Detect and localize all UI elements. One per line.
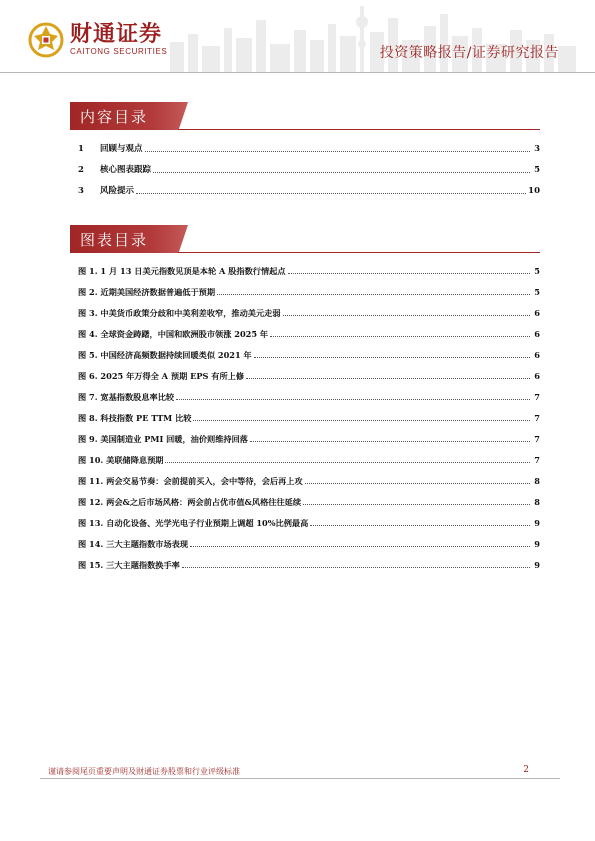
figure-entry-label: 图 5. 中国经济高频数据持续回暖类似 2021 年 xyxy=(78,350,252,360)
figure-entry[interactable] xyxy=(78,368,540,382)
dot-leader xyxy=(217,293,530,295)
figure-entry-label: 图 11. 两会交易节奏：会前提前买入，会中等待，会后再上攻 xyxy=(78,476,303,486)
figure-entry[interactable] xyxy=(78,389,540,403)
contents-section-header xyxy=(70,102,540,130)
figure-entry-label: 图 14. 三大主题指数市场表现 xyxy=(78,539,189,549)
figure-entry-page: 7 xyxy=(534,434,540,444)
dot-leader xyxy=(254,356,530,358)
figure-entry-page: 7 xyxy=(534,413,540,423)
dot-leader xyxy=(145,150,530,152)
dot-leader xyxy=(193,419,530,421)
figure-entry[interactable] xyxy=(78,557,540,571)
section-underline xyxy=(178,129,540,130)
toc-entry-number: 3 xyxy=(78,186,84,196)
dot-leader xyxy=(250,440,530,442)
company-logo xyxy=(28,22,167,58)
dot-leader xyxy=(310,524,530,526)
figure-entry-label: 图 15. 三大主题指数换手率 xyxy=(78,560,180,570)
dot-leader xyxy=(288,272,530,274)
figure-entry[interactable] xyxy=(78,473,540,487)
figure-entry-page: 6 xyxy=(534,329,540,339)
section-underline xyxy=(178,252,540,253)
dot-leader xyxy=(270,335,530,337)
header-divider xyxy=(0,72,595,73)
dot-leader xyxy=(246,377,530,379)
footer-divider xyxy=(40,778,560,779)
figure-entry-page: 6 xyxy=(534,308,540,318)
footer-disclaimer: 谨请参阅尾页重要声明及财通证券股票和行业评级标准 xyxy=(48,767,240,776)
figure-entry-label: 图 9. 美国制造业 PMI 回暖，油价则维持回落 xyxy=(78,434,248,444)
figure-entry-page: 9 xyxy=(534,560,540,570)
toc-entry-number: 1 xyxy=(78,144,84,154)
figure-entry-label: 图 2. 近期美国经济数据普遍低于预期 xyxy=(78,287,216,297)
page-number: 2 xyxy=(523,765,529,775)
logo-chinese-name: 财通证券 xyxy=(70,22,163,47)
figure-entry[interactable] xyxy=(78,347,540,361)
figure-entry-label: 图 6. 2025 年万得全 A 预期 EPS 有所上修 xyxy=(78,371,245,381)
figure-entry-page: 5 xyxy=(534,266,540,276)
figure-entry-label: 图 13. 自动化设备、光学光电子行业预期上调超 10%比例最高 xyxy=(78,518,309,528)
dot-leader xyxy=(182,566,530,568)
logo-coin-icon xyxy=(28,22,64,58)
figures-section-header xyxy=(70,225,540,253)
toc-entry-page: 10 xyxy=(528,186,540,196)
figure-entry[interactable] xyxy=(78,452,540,466)
dot-leader xyxy=(153,171,530,173)
figure-entry-label: 图 3. 中美货币政策分歧和中美利差收窄，推动美元走弱 xyxy=(78,308,281,318)
figure-entry-page: 9 xyxy=(534,539,540,549)
dot-leader xyxy=(176,398,530,400)
figure-entry-page: 6 xyxy=(534,371,540,381)
toc-entry-number: 2 xyxy=(78,165,84,175)
toc-entry[interactable] xyxy=(78,141,540,155)
report-type-label: 投资策略报告/证券研究报告 xyxy=(379,45,559,61)
toc-entry-label: 风险提示 xyxy=(100,186,135,196)
figure-entry-page: 7 xyxy=(534,392,540,402)
toc-entry-label: 核心图表跟踪 xyxy=(100,165,152,175)
dot-leader xyxy=(303,503,530,505)
page-header xyxy=(0,0,595,72)
figure-entry-label: 图 1. 1 月 13 日美元指数见顶是本轮 A 股指数行情起点 xyxy=(78,266,286,276)
figure-entry[interactable] xyxy=(78,326,540,340)
figure-entry-label: 图 12. 两会&之后市场风格：两会前占优市值&风格往往延续 xyxy=(78,497,302,507)
toc-entry-label: 回顾与观点 xyxy=(100,144,143,154)
toc-entry[interactable] xyxy=(78,183,540,197)
figure-entry-page: 6 xyxy=(534,350,540,360)
figure-entry-label: 图 4. 全球资金踌躇，中国和欧洲股市领涨 2025 年 xyxy=(78,329,269,339)
figure-entry[interactable] xyxy=(78,536,540,550)
figure-entry-label: 图 10. 美联储降息预期 xyxy=(78,455,164,465)
figure-entry-label: 图 7. 宽基指数股息率比较 xyxy=(78,392,175,402)
contents-title: 内容目录 xyxy=(80,108,149,126)
figure-entry[interactable] xyxy=(78,263,540,277)
figure-entry[interactable] xyxy=(78,494,540,508)
figure-entry-label: 图 8. 科技指数 PE TTM 比较 xyxy=(78,413,192,423)
dot-leader xyxy=(283,314,530,316)
figure-entry-page: 9 xyxy=(534,518,540,528)
figure-entry[interactable] xyxy=(78,515,540,529)
dot-leader xyxy=(136,192,526,194)
figure-entry-page: 8 xyxy=(534,476,540,486)
dot-leader xyxy=(165,461,530,463)
figure-entry[interactable] xyxy=(78,305,540,319)
figure-entry[interactable] xyxy=(78,284,540,298)
logo-english-name: CAITONG SECURITIES xyxy=(70,47,168,56)
toc-entry[interactable] xyxy=(78,162,540,176)
figure-entry[interactable] xyxy=(78,431,540,445)
figure-entry-page: 8 xyxy=(534,497,540,507)
toc-entry-page: 5 xyxy=(534,165,540,175)
dot-leader xyxy=(190,545,530,547)
figures-title: 图表目录 xyxy=(80,231,149,249)
toc-entry-page: 3 xyxy=(534,144,540,154)
dot-leader xyxy=(305,482,530,484)
figure-entry-page: 7 xyxy=(534,455,540,465)
figure-entry[interactable] xyxy=(78,410,540,424)
figure-entry-page: 5 xyxy=(534,287,540,297)
